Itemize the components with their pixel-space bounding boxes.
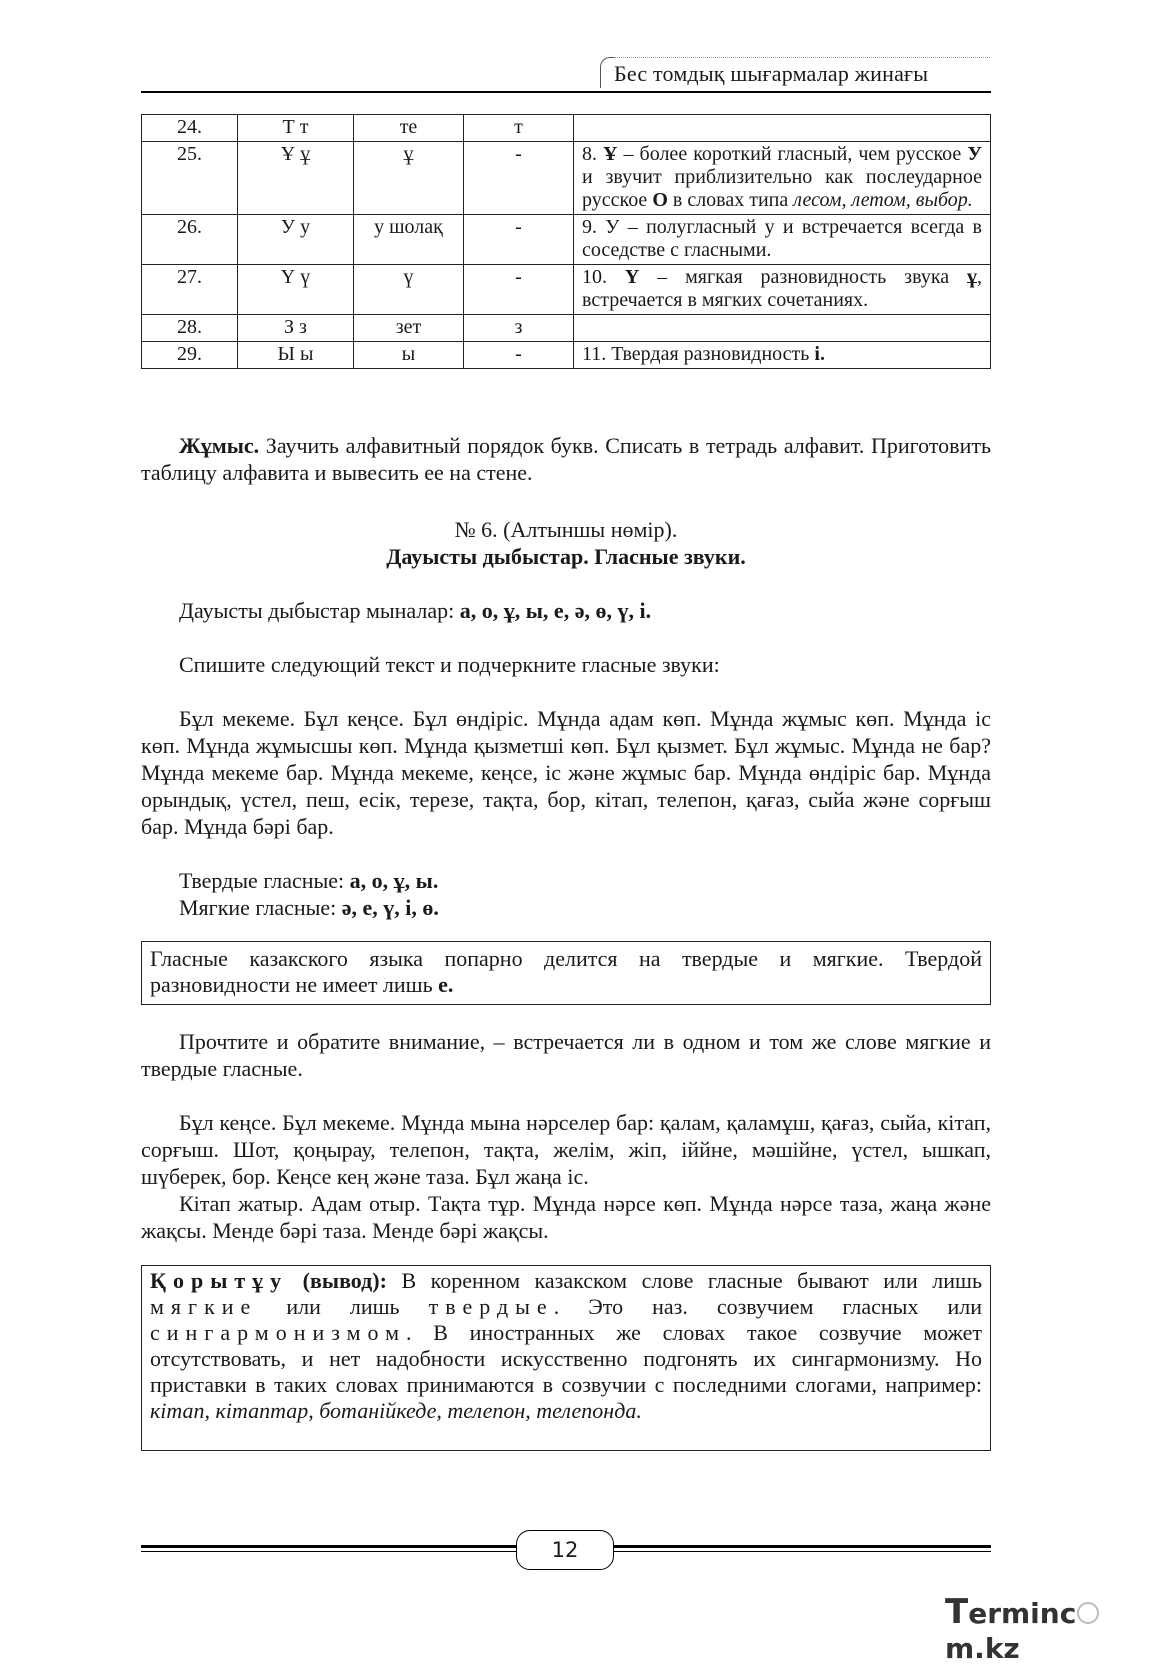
- note-segment: 10.: [582, 266, 625, 288]
- watermark-logo: [945, 1592, 1158, 1665]
- row-number: 25.: [142, 142, 238, 215]
- row-sound: -: [464, 342, 574, 369]
- note-segment: і.: [814, 343, 825, 365]
- row-sound: -: [464, 215, 574, 265]
- row-note: [574, 265, 991, 315]
- watermark-text-1: erminc: [968, 1597, 1077, 1630]
- header-bracket: [600, 57, 615, 88]
- soft-vowels-label: Мягкие гласные:: [179, 895, 342, 920]
- note-segment: , встречается в мягких сочетаниях.: [582, 266, 982, 311]
- vowels-intro: [141, 597, 991, 624]
- row-number: 27.: [142, 265, 238, 315]
- note-segment: 8.: [582, 143, 604, 165]
- header-rule: [141, 91, 991, 93]
- row-letter: Ү ү: [238, 265, 354, 315]
- table-row: [142, 215, 991, 265]
- rule-box-text: Гласные казакского языка попарно делится на твердые и мягкие. Твердой разновидности не имеет лишь: [150, 946, 982, 997]
- conclusion-spaced-1: мягкие: [150, 1294, 258, 1319]
- header-dotted-line: [614, 57, 990, 58]
- read-instruction: Прочтите и обратите внимание, – встречается ли в одном и том же слове мягкие и твердые гласные.: [141, 1029, 991, 1081]
- row-letter: З з: [238, 315, 354, 342]
- row-note: [574, 342, 991, 369]
- note-segment: О: [652, 189, 668, 211]
- table-row: [142, 342, 991, 369]
- note-segment: лесом, летом, выбор.: [793, 189, 973, 211]
- rule-box-bold: е.: [438, 972, 454, 997]
- row-letter-name: ұ: [354, 142, 464, 215]
- conclusion-box: [141, 1265, 991, 1451]
- conclusion-text-4: . В иностранных же словах такое созвучие может отсутствовать, и нет надобности искусственно подгонять их сингармонизму. Но приставки в таких словах принимаются в созвучии с последними слогами, например:: [150, 1320, 982, 1397]
- conclusion-text-2: или лишь: [257, 1294, 429, 1319]
- page-number: 12: [516, 1530, 614, 1570]
- conclusion-label-rest: (вывод):: [288, 1268, 387, 1293]
- alphabet-table: [141, 114, 991, 369]
- soft-vowels-list: ә, е, ү, і, ө.: [341, 895, 439, 920]
- row-letter-name: у шолақ: [354, 215, 464, 265]
- row-note: [574, 215, 991, 265]
- task-paragraph: [141, 432, 991, 486]
- row-number: 28.: [142, 315, 238, 342]
- hard-vowels: [141, 867, 991, 894]
- note-segment: в словах типа: [667, 189, 794, 211]
- exercise-text-2a: Бұл кеңсе. Бұл мекеме. Мұнда мына нәрселер бар: қалам, қаламұш, қағаз, сыйа, кітап, сорғыш. Шот, қоңырау, телепон, тақта, желім, жіп, іййне, мәшійне, үстел, ышкап, шүберек, бор. Кеңсе кең және таза. Бұл жаңа іс.: [141, 1110, 991, 1189]
- note-segment: Ұ: [603, 143, 618, 165]
- vowels-list: а, о, ұ, ы, е, ә, ө, ү, і.: [459, 598, 652, 623]
- row-number: 24.: [142, 115, 238, 142]
- row-letter-name: зет: [354, 315, 464, 342]
- table-row: [142, 142, 991, 215]
- note-segment: Ү: [624, 266, 640, 288]
- watermark-t: T: [945, 1592, 969, 1632]
- row-letter-name: ү: [354, 265, 464, 315]
- exercise-text-2b: Кітап жатыр. Адам отыр. Тақта тұр. Мұнда нәрсе көп. Мұнда нәрсе таза, жаңа және жақсы. Менде бәрі таза. Менде бәрі жақсы.: [141, 1191, 991, 1243]
- conclusion-spaced-2: твердые: [428, 1294, 554, 1319]
- conclusion-spaced-3: сингармонизмом: [150, 1320, 407, 1345]
- table-row: [142, 115, 991, 142]
- task-label: Жұмыс.: [179, 433, 260, 458]
- watermark-o-icon: [1077, 1602, 1099, 1624]
- note-segment: 11. Твердая разновидность: [582, 343, 815, 365]
- instruction: Спишите следующий текст и подчеркните гласные звуки:: [179, 652, 720, 677]
- section-number: № 6. (Алтыншы нөмір).: [454, 517, 678, 542]
- section-title: Дауысты дыбыстар. Гласные звуки.: [386, 544, 746, 569]
- hard-vowels-label: Твердые гласные:: [179, 868, 350, 893]
- running-header: [600, 57, 990, 93]
- watermark-text-2: m.kz: [945, 1632, 1020, 1665]
- note-segment: 9. У – полугласный у и встречается всегда в соседстве с гласными.: [582, 216, 982, 261]
- row-letter: У у: [238, 215, 354, 265]
- row-letter: Ұ ұ: [238, 142, 354, 215]
- conclusion-label: Қорытұу: [150, 1268, 289, 1293]
- conclusion-examples: кітап, кітаптар, ботанійкеде, телепон, телепонда.: [150, 1398, 642, 1423]
- soft-vowels: [141, 894, 991, 921]
- table-row: [142, 315, 991, 342]
- rule-box: [141, 941, 991, 1005]
- row-sound: з: [464, 315, 574, 342]
- note-segment: У: [967, 143, 982, 165]
- note-segment: – более короткий гласный, чем русское: [617, 143, 968, 165]
- row-sound: -: [464, 265, 574, 315]
- row-note: [574, 315, 991, 342]
- note-segment: – мягкая разновидность звука: [639, 266, 967, 288]
- row-letter-name: те: [354, 115, 464, 142]
- row-note: [574, 115, 991, 142]
- row-letter: Ы ы: [238, 342, 354, 369]
- conclusion-text-3: . Это наз. созвучием гласных или: [553, 1294, 982, 1319]
- task-text: Заучить алфавитный порядок букв. Списать в тетрадь алфавит. Приготовить таблицу алфавита и вывесить ее на стене.: [141, 433, 991, 485]
- header-title: Бес томдық шығармалар жинағы: [614, 61, 929, 86]
- row-sound: -: [464, 142, 574, 215]
- row-letter-name: ы: [354, 342, 464, 369]
- note-segment: и звучит приблизительно как послеударное русское: [582, 166, 982, 211]
- row-note: [574, 142, 991, 215]
- vowels-intro-text: Дауысты дыбыстар мыналар:: [179, 598, 460, 623]
- table-row: [142, 265, 991, 315]
- row-sound: т: [464, 115, 574, 142]
- exercise-text-1: Бұл мекеме. Бұл кеңсе. Бұл өндіріс. Мұнда адам көп. Мұнда жұмыс көп. Мұнда іс көп. Мұнда жұмысшы көп. Мұнда қызметші көп. Бұл қызмет. Бұл жұмыс. Мұнда не бар? Мұнда мекеме бар. Мұнда мекеме, кеңсе, іс және жұмыс бар. Мұнда өндіріс бар. Мұнда орындық, үстел, пеш, есік, терезе, тақта, бор, кітап, телепон, қағаз, сыйа және сорғыш бар. Мұнда бәрі бар.: [141, 706, 991, 839]
- hard-vowels-list: а, о, ұ, ы.: [349, 868, 439, 893]
- row-letter: Т т: [238, 115, 354, 142]
- note-segment: ұ: [967, 266, 977, 288]
- row-number: 29.: [142, 342, 238, 369]
- conclusion-text-1: В коренном казакском слове гласные бывают или лишь: [386, 1268, 982, 1293]
- row-number: 26.: [142, 215, 238, 265]
- page-footer: [141, 1530, 991, 1570]
